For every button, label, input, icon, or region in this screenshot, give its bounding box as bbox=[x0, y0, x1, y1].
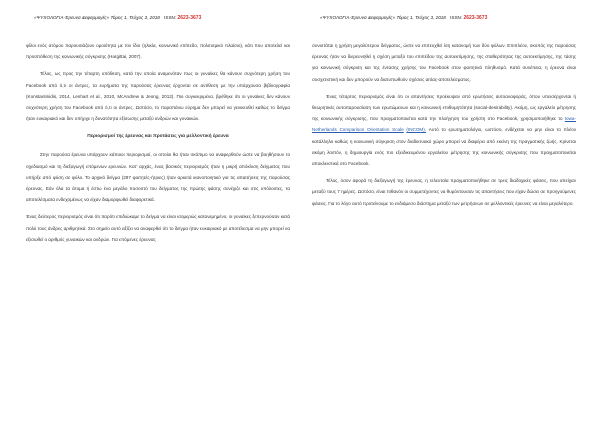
running-header bbox=[34, 15, 290, 21]
issn-number: 2623-3673 bbox=[177, 15, 202, 21]
paragraph: Ένας δεύτερος περιορισμός είναι ότι παρότι επιδιώκαμε το δείγμα να είναι ισομερώς κατανεμημένο, οι γυναίκες ξεπερνούσαν κατά πολύ τους άνδρες αριθμητικά. Στο σημείο αυτό αξίζει να αναφερθεί ότι το δείγμα ήταν ευκαιριακό με αποτέλεσμα να μην μπορεί να εξισωθεί ο αριθμός γυναικών και ανδρών. Για επόμενες έρευνας bbox=[26, 214, 290, 242]
paragraph: φίλοι ενός ατόμου παρουσιάζουν ομοιότητα με τον ίδιο (ηλικία, κοινωνικό επίπεδο, πολιτισμικό πλαίσιο), κάτι που αποτελεί και προϋπόθεση της κοινωνικής σύγκρισης (Hargittai, 2007). bbox=[26, 43, 290, 60]
paragraph: συνιστάται η χρήση μεγαλύτερου δείγματος, ώστε να επιτευχθεί ίση κατανομή των δύο φύλων. Επιπλέον, σκοπός της παρούσας έρευνας ήταν να διερευνηθεί η σχέση μεταξύ του επιπέδου της αυτοεκτίμησης, της σταθερότητας της αυτοεκτίμησης, της τάσης για κοινωνική σύγκριση και της έντασης χρήσης του Facebook στον φοιτητικό πληθυσμό. Κατά συνέπεια, η έρευνα είναι συσχετιστική και δεν μπορούν να διατυπωθούν σχέσεις αιτίας-αποτελέσματος. bbox=[312, 43, 576, 82]
paragraph: Στην παρούσα έρευνα υπάρχουν κάποιοι περιορισμοί, οι οποίοι θα ήταν σκόπιμο να αναφερθούν ώστε να βοηθήσουν το σχεδιασμό και τη διεξαγωγή επόμενων ερευνών. Κατ' αρχάς, ένας βασικός περιορισμός ήταν η μικρή απόκλιση δείγματος που υπήρξε από φύση σε φύλο. Το αρχικό δείγμα (297 φοιτητές-ήτριες) ήταν αρκετά ικανοποιητικό για τις απαιτήσεις της παρούσας έρευνας. Εάν όλα τα άτομα ή έστω ένα μεγάλο ποσοστό του δείγματος της πρώτης φάσης συνέχιζε και στις υπόλοιπες, τα αποτελέσματα ενδεχομένως να είχαν διαμορφωθεί διαφορετικά. bbox=[26, 152, 290, 203]
paragraph: Ένας τέταρτος περιορισμός είναι ότι οι απαντήσεις προέκυψαν από ερωτήσεις αυτοαναφοράς, όπου υπεισέρχονται ή θεωρητικές αυτοπαρουσίαση των ερωτώμενων και η κοινωνική επιθυμητότητα (social-desirability). Ακόμη, ως εργαλείο μέτρησης της κοινωνικής σύγκρισης, που πραγματοποιείται κατά την πλοήγηση του χρήστη στο Facebook, χρησιμοποιήθηκε το Iowa-Netherlands Comparison Orientation Scale (INCOM). Αυτό το ερωτηματολόγιο, ωστόσο, ενδέχεται να μην είναι το πλέον κατάλληλο καθώς η κοινωνική σύγκριση στον διαδικτυακό χώρο μπορεί να διαφέρει από εκείνη της πραγματικής ζωής. Κρίνεται ακόμη λοιπόν, η δημιουργία ενός πιο εξειδικευμένου εργαλείου μέτρησης της κοινωνικής σύγκρισης που πραγματοποιείται αποκλειστικά στο Facebook. bbox=[312, 93, 577, 167]
section-heading: Περιορισμοί της έρευνας και προτάσεις για μελλοντική έρευνα bbox=[87, 134, 229, 140]
scale-abbr-link[interactable]: (INCOM). bbox=[406, 127, 427, 133]
paragraph: Τέλος, ως προς την τέταρτη υπόθεση, κατά την οποία αναμενόταν πως οι γυναίκες θα κάνουν συχνότερη χρήση του Facebook από ό,τι οι άντρες, τα ευρήματα της παρούσας έρευνας έρχονται σε αντίθεση με την υπάρχουσα βιβλιογραφία (Konstantinidis, 2014, Lenhart et al., 2010, McAndrew & Jeong, 2012). Πιο συγκεκριμένα, βρέθηκε ότι οι γυναίκες δεν κάνουν συχνότερη χρήση του Facebook από ό,τι οι άντρες. Ωστόσο, το παραπάνω εύρημα δεν μπορεί να γενικευθεί καθώς το δείγμα ήταν ευκαιριακό και δεν υπήρχε η δυνατότητα εξίσωσης μεταξύ ανδρών και γυναικών. bbox=[26, 71, 290, 122]
right-page bbox=[312, 0, 576, 424]
journal-citation: «ΨΥΧΟΛΟΓΙΑ-Έρευνα &εφαρμογές» Τόμος 1, Τεύχος 3, 2018 bbox=[34, 15, 160, 20]
running-header bbox=[320, 15, 576, 21]
paragraph: Τέλος, όσον αφορά τη διεξαγωγή της έρευνας, η τελευταία πραγματοποιήθηκε σε τρεις διαδοχικές φάσεις, που απείχαν μεταξύ τους 7 ημέρες. Ωστόσο, είναι πιθανόν οι συμμετέχοντες να θυμόντουσαν τις απαντήσεις που είχαν δώσει σε προηγούμενες φάσεις. Για το λόγο αυτό προτείνουμε το ενδιάμεσο διάστημα μεταξύ των μετρήσεων σε μελλοντικές έρευνες να είναι μεγαλύτερο. bbox=[312, 178, 576, 206]
right-page-body bbox=[312, 40, 576, 215]
scale-link[interactable]: Iowa-Netherlands Comparison Orientation Scale bbox=[312, 116, 577, 133]
issn-label: ISSN: bbox=[164, 15, 177, 20]
left-page bbox=[26, 0, 290, 424]
left-page-body bbox=[26, 40, 290, 251]
issn-label: ISSN: bbox=[450, 15, 463, 20]
issn-number: 2623-3673 bbox=[463, 15, 488, 21]
journal-citation: «ΨΥΧΟΛΟΓΙΑ-Έρευνα &εφαρμογές» Τόμος 1, Τεύχος 3, 2018 bbox=[320, 15, 446, 20]
